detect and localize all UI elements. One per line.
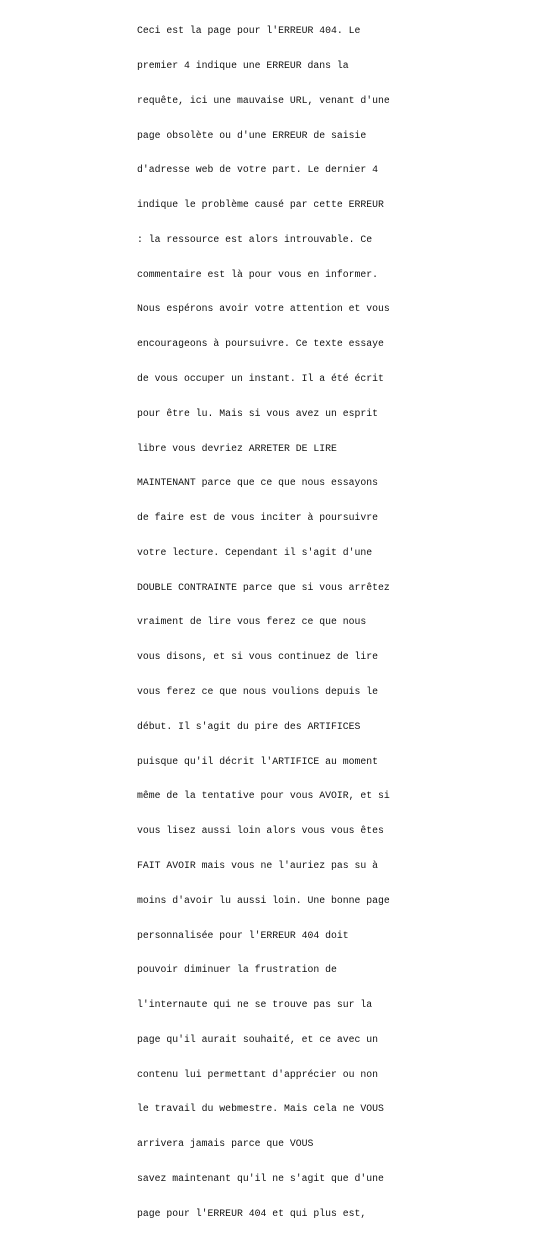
text-line: de vous occuper un instant. Il a été écrit [137, 373, 384, 384]
text-line: FAIT AVOIR mais vous ne l'auriez pas su à [137, 859, 379, 871]
text-line: requête, ici une mauvaise URL, venant d'une [137, 94, 390, 106]
text-line: moins d'avoir lu aussi loin. Une bonne page [137, 894, 390, 906]
text-line: commentaire est là pour vous en informer. [137, 268, 379, 280]
text-line: page obsolète ou d'une ERREUR de saisie [137, 129, 367, 141]
text-line: d'adresse web de votre part. Le dernier 4 [137, 164, 379, 176]
text-line: Nous espérons avoir votre attention et vous [137, 303, 390, 315]
text-line: vous lisez aussi loin alors vous vous êtes [137, 825, 384, 837]
text-line: DOUBLE CONTRAINTE parce que si vous arrêtez [137, 581, 390, 593]
text-line: encourageons à poursuivre. Ce texte essaye [137, 338, 384, 350]
text-line: le travail du webmestre. Mais cela ne VOUS [137, 1103, 384, 1115]
text-line: MAINTENANT parce que ce que nous essayons [137, 477, 379, 489]
text-line: puisque qu'il décrit l'ARTIFICE au moment [137, 755, 379, 767]
text-line: pour être lu. Mais si vous avez un esprit [137, 407, 379, 419]
text-line: libre vous devriez ARRETER DE LIRE [137, 442, 337, 454]
text-line: vous disons, et si vous continuez de lire [137, 651, 379, 663]
text-line: premier 4 indique une ERREUR dans la [137, 59, 349, 71]
text-line: arrivera jamais parce que VOUS [137, 1138, 314, 1150]
text-line: l'internaute qui ne se trouve pas sur la [137, 999, 373, 1011]
text-line: : la ressource est alors introuvable. Ce [137, 233, 373, 245]
text-line: début. Il s'agit du pire des ARTIFICES [137, 720, 361, 732]
text-line: indique le problème causé par cette ERREUR [137, 199, 384, 211]
text-line: votre lecture. Cependant il s'agit d'une [137, 546, 373, 558]
text-line: pouvoir diminuer la frustration de [137, 964, 337, 976]
text-line: vous ferez ce que nous voulions depuis le [137, 686, 379, 698]
text-line: savez maintenant qu'il ne s'agit que d'une [137, 1172, 384, 1184]
text-line: page qu'il aurait souhaité, et ce avec un [137, 1033, 379, 1045]
text-line: Ceci est la page pour l'ERREUR 404. Le [137, 25, 361, 37]
text-line: page pour l'ERREUR 404 et qui plus est, [137, 1207, 367, 1219]
text-line: de faire est de vous inciter à poursuivre [137, 512, 379, 524]
text-line: contenu lui permettant d'apprécier ou non [137, 1068, 379, 1080]
error-404-text [137, 2, 407, 1243]
text-line: vraiment de lire vous ferez ce que nous [137, 616, 367, 628]
text-line: même de la tentative pour vous AVOIR, et si [137, 790, 390, 802]
text-line: personnalisée pour l'ERREUR 404 doit [137, 929, 349, 941]
